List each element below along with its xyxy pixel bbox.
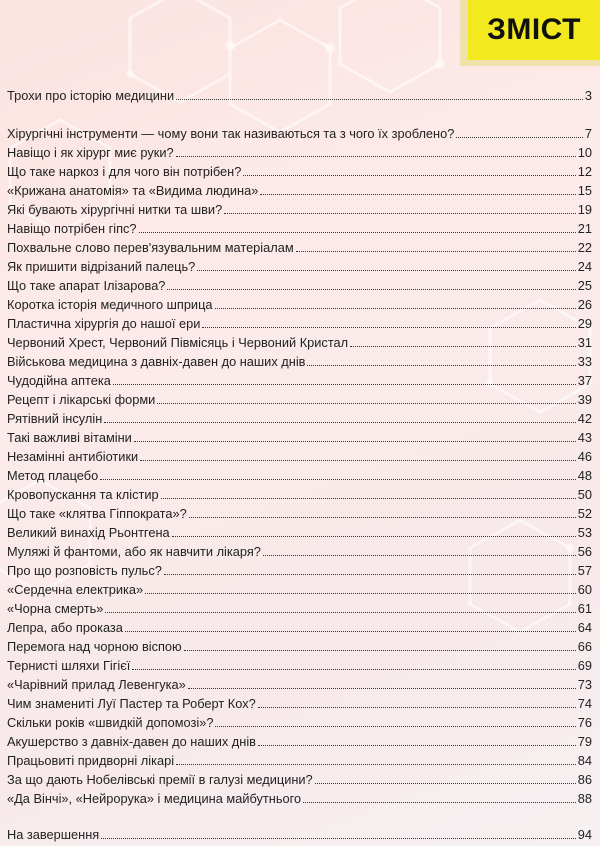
toc-leader-dots <box>104 421 576 423</box>
toc-leader-dots <box>134 440 576 442</box>
toc-leader-dots <box>184 649 576 651</box>
toc-entry-page: 74 <box>577 696 592 711</box>
toc-entry <box>7 369 592 388</box>
toc-entry <box>7 274 592 293</box>
toc-entry-title: На завершення <box>7 827 100 842</box>
toc-entry-title: Кровопускання та клістир <box>7 487 159 502</box>
toc-entry-title: «Чарівний прилад Левенгука» <box>7 677 186 692</box>
toc-leader-dots <box>145 592 576 594</box>
toc-entry-page: 29 <box>577 316 592 331</box>
toc-entry-title: «Да Вінчі», «Нейрорука» і медицина майбутнього <box>7 791 302 806</box>
toc-leader-dots <box>157 402 575 404</box>
toc-leader-dots <box>215 725 575 727</box>
toc-entry <box>7 730 592 749</box>
toc-entry-page: 84 <box>577 753 592 768</box>
toc-entry-title: Що таке наркоз і для чого він потрібен? <box>7 164 242 179</box>
toc-entry <box>7 483 592 502</box>
toc-entry-title: Рятівний інсулін <box>7 411 103 426</box>
toc-entry-page: 56 <box>577 544 592 559</box>
toc-entry-title: Скільки років «швидкій допомозі»? <box>7 715 214 730</box>
toc-leader-dots <box>140 459 576 461</box>
toc-entry <box>7 787 592 806</box>
toc-entry-title: Великий винахід Рьонтгена <box>7 525 170 540</box>
toc-entry-page: 33 <box>577 354 592 369</box>
toc-leader-dots <box>243 174 575 176</box>
toc-entry-page: 64 <box>577 620 592 635</box>
toc-leader-dots <box>303 801 576 803</box>
toc-entry <box>7 711 592 730</box>
toc-entry <box>7 160 592 179</box>
toc-entry-page: 10 <box>577 145 592 160</box>
toc-entry-title: Як пришити відрізаний палець? <box>7 259 196 274</box>
toc-entry-page: 57 <box>577 563 592 578</box>
toc-entry <box>7 255 592 274</box>
toc-entry-page: 50 <box>577 487 592 502</box>
toc-leader-dots <box>350 345 576 347</box>
toc-entry-title: Які бувають хірургічні нитки та шви? <box>7 202 223 217</box>
toc-entry-title: Військова медицина з давніх-давен до наших днів <box>7 354 306 369</box>
toc-entry <box>7 426 592 445</box>
toc-leader-dots <box>307 364 575 366</box>
toc-leader-dots <box>176 155 576 157</box>
toc-entry <box>7 597 592 616</box>
toc-entry <box>7 654 592 673</box>
toc-entry-title: Тернисті шляхи Гігієї <box>7 658 131 673</box>
toc-entry-page: 31 <box>577 335 592 350</box>
toc-entry <box>7 635 592 654</box>
toc-entry-title: Лепра, або проказа <box>7 620 123 635</box>
toc-entry-title: Пластична хірургія до нашої ери <box>7 316 201 331</box>
toc-entry <box>7 768 592 787</box>
toc-entry-page: 46 <box>577 449 592 464</box>
toc-entry <box>7 502 592 521</box>
toc-leader-dots <box>224 212 576 214</box>
toc-entry-page: 52 <box>577 506 592 521</box>
toc-entry <box>7 559 592 578</box>
toc-leader-dots <box>315 782 576 784</box>
toc-entry-title: Працьовиті придворні лікарі <box>7 753 175 768</box>
toc-entry <box>7 312 592 331</box>
toc-leader-dots <box>456 136 583 138</box>
toc-leader-dots <box>132 668 575 670</box>
toc-entry-title: Що таке «клятва Гіппократа»? <box>7 506 187 521</box>
toc-entry-title: Хірургічні інструменти — чому вони так називаються та з чого їх зроблено? <box>7 126 455 141</box>
toc-entry-page: 25 <box>577 278 592 293</box>
toc-entry-title: Муляжі й фантоми, або як навчити лікаря? <box>7 544 261 559</box>
toc-entry <box>7 616 592 635</box>
toc-entry <box>7 578 592 597</box>
toc-entry-page: 12 <box>577 164 592 179</box>
toc-entry-title: «Чорна смерть» <box>7 601 104 616</box>
toc-leader-dots <box>258 744 576 746</box>
toc-entry-page: 73 <box>577 677 592 692</box>
toc-entry <box>7 217 592 236</box>
contents-title: ЗМІСТ <box>468 0 600 60</box>
toc-leader-dots <box>263 554 576 556</box>
toc-entry-title: Акушерство з давніх-давен до наших днів <box>7 734 256 749</box>
toc-entry-title: Навіщо потрібен гіпс? <box>7 221 137 236</box>
toc-entry-title: Рецепт і лікарські форми <box>7 392 156 407</box>
toc-leader-dots <box>296 250 576 252</box>
toc-entry-page: 19 <box>577 202 592 217</box>
toc-leader-dots <box>197 269 575 271</box>
toc-entry <box>7 521 592 540</box>
toc-entry-title: Коротка історія медичного шприца <box>7 297 213 312</box>
toc-entry-page: 76 <box>577 715 592 730</box>
toc-entry-page: 39 <box>577 392 592 407</box>
toc-entry <box>7 388 592 407</box>
toc-entry <box>7 331 592 350</box>
toc-leader-dots <box>215 307 576 309</box>
toc-entry-page: 3 <box>584 88 592 103</box>
toc-entry-page: 26 <box>577 297 592 312</box>
toc-entry-title: Чудодійна аптека <box>7 373 111 388</box>
toc-entry <box>7 823 592 842</box>
toc-entry-page: 24 <box>577 259 592 274</box>
toc-entry-title: «Сердечна електрика» <box>7 582 144 597</box>
toc-leader-dots <box>164 573 576 575</box>
toc-entry-page: 66 <box>577 639 592 654</box>
toc-entry <box>7 692 592 711</box>
toc-leader-dots <box>100 478 576 480</box>
toc-entry <box>7 407 592 426</box>
toc-entry-title: Про що розповість пульс? <box>7 563 162 578</box>
toc-entry-title: Навіщо і як хірург миє руки? <box>7 145 174 160</box>
toc-entry-page: 22 <box>577 240 592 255</box>
toc-entry <box>7 445 592 464</box>
toc-entry-page: 88 <box>577 791 592 806</box>
toc-leader-dots <box>260 193 575 195</box>
toc-entry <box>7 749 592 768</box>
toc-entry <box>7 198 592 217</box>
toc-entry-page: 60 <box>577 582 592 597</box>
toc-entry-page: 21 <box>577 221 592 236</box>
toc-entry-page: 61 <box>577 601 592 616</box>
toc-leader-dots <box>161 497 576 499</box>
toc-entry-page: 69 <box>577 658 592 673</box>
toc-entry-title: Такі важливі вітаміни <box>7 430 132 445</box>
toc-entry <box>7 84 592 103</box>
toc-leader-dots <box>172 535 576 537</box>
toc-leader-dots <box>189 516 576 518</box>
toc-entry-page: 48 <box>577 468 592 483</box>
toc-leader-dots <box>202 326 575 328</box>
toc-entry-title: Червоний Хрест, Червоний Півмісяць і Червоний Кристал <box>7 335 349 350</box>
toc-leader-dots <box>113 383 576 385</box>
toc-leader-dots <box>176 763 576 765</box>
toc-entry-title: Похвальне слово перев'язувальним матеріалам <box>7 240 294 255</box>
toc-entry-title: Що таке апарат Ілізарова? <box>7 278 166 293</box>
toc-leader-dots <box>101 837 576 839</box>
toc-entry-page: 42 <box>577 411 592 426</box>
toc-entry-page: 7 <box>584 126 592 141</box>
toc-entry <box>7 293 592 312</box>
toc-leader-dots <box>105 611 575 613</box>
toc-leader-dots <box>125 630 576 632</box>
toc-entry <box>7 122 592 141</box>
toc-leader-dots <box>188 687 576 689</box>
toc-leader-dots <box>139 231 576 233</box>
toc-entry <box>7 464 592 483</box>
toc-entry-page: 79 <box>577 734 592 749</box>
toc-entry-title: Трохи про історію медицини <box>7 88 175 103</box>
toc-entry-title: Перемога над чорною віспою <box>7 639 182 654</box>
toc-entry <box>7 141 592 160</box>
toc-entry-title: Чим знамениті Луї Пастер та Роберт Кох? <box>7 696 256 711</box>
toc-entry-title: «Крижана анатомія» та «Видима людина» <box>7 183 259 198</box>
toc-leader-dots <box>176 98 583 100</box>
toc-entry-page: 15 <box>577 183 592 198</box>
toc-entry <box>7 179 592 198</box>
toc-entry-title: Метод плацебо <box>7 468 99 483</box>
toc-leader-dots <box>167 288 575 290</box>
toc-entry-page: 43 <box>577 430 592 445</box>
toc-entry <box>7 350 592 369</box>
toc-leader-dots <box>258 706 576 708</box>
toc-entry-page: 37 <box>577 373 592 388</box>
toc-entry-title: Незамінні антибіотики <box>7 449 139 464</box>
toc-entry <box>7 540 592 559</box>
toc-entry-page: 86 <box>577 772 592 787</box>
toc-entry-title: За що дають Нобелівські премії в галузі медицини? <box>7 772 313 787</box>
toc-entry-page: 53 <box>577 525 592 540</box>
toc-entry-page: 94 <box>577 827 592 842</box>
toc-entry <box>7 673 592 692</box>
toc-entry <box>7 236 592 255</box>
